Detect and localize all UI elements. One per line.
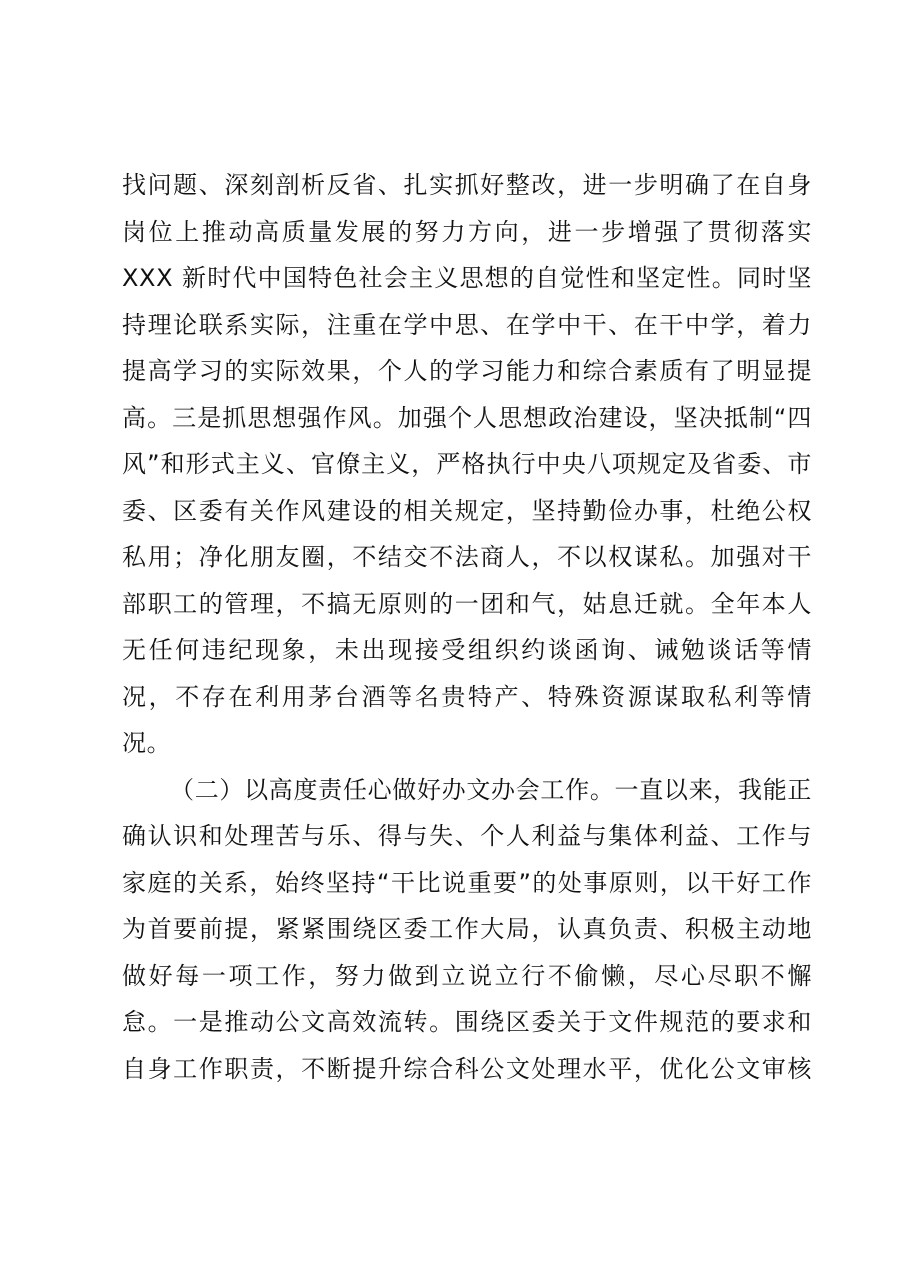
text-line: 部职工的管理，不搞无原则的一团和气，姑息迁就。全年本人 (122, 589, 812, 618)
text-line: 找问题、深刻剖析反省、扎实抓好整改，进一步明确了在自身 (122, 171, 812, 199)
text-line: 风”和形式主义、官僚主义，严格执行中央八项规定及省委、市 (122, 450, 812, 478)
text-line: 委、区委有关作风建设的相关规定，坚持勤俭办事，杜绝公权 (122, 496, 812, 525)
text-line: 持理论联系实际，注重在学中思、在学中干、在干中学，着力 (122, 310, 812, 339)
text-line: 高。三是抓思想强作风。加强个人思想政治建设，坚决抵制“四 (122, 403, 812, 432)
text-line: 家庭的关系，始终坚持“干比说重要”的处事原则，以干好工作 (122, 868, 812, 897)
text-line: 提高学习的实际效果，个人的学习能力和综合素质有了明显提 (122, 357, 812, 385)
body-text (122, 162, 812, 1092)
section-heading-line: （二）以高度责任心做好办文办会工作。一直以来，我能正 (170, 775, 812, 804)
text-line: 确认识和处理苦与乐、得与失、个人利益与集体利益、工作与 (122, 822, 812, 850)
text-line: 为首要前提，紧紧围绕区委工作大局，认真负责、积极主动地 (122, 915, 812, 943)
text-line: 怠。一是推动公文高效流转。围绕区委关于文件规范的要求和 (122, 1008, 812, 1036)
text-line: 自身工作职责，不断提升综合科公文处理水平，优化公文审核 (122, 1054, 812, 1083)
text-line: 私用；净化朋友圈，不结交不法商人，不以权谋私。加强对干 (122, 543, 812, 571)
text-line: 岗位上推动高质量发展的努力方向，进一步增强了贯彻落实 (122, 217, 812, 246)
text-line: 无任何违纪现象，未出现接受组织约谈函询、诫勉谈话等情 (122, 636, 812, 664)
text-line: 做好每一项工作，努力做到立说立行不偷懒，尽心尽职不懈 (122, 961, 812, 990)
paragraph-end-line: 况。 (122, 729, 172, 757)
text-line: 况，不存在利用茅台酒等名贵特产、特殊资源谋取私利等情 (122, 682, 812, 711)
text-line: XXX 新时代中国特色社会主义思想的自觉性和坚定性。同时坚 (122, 264, 812, 292)
